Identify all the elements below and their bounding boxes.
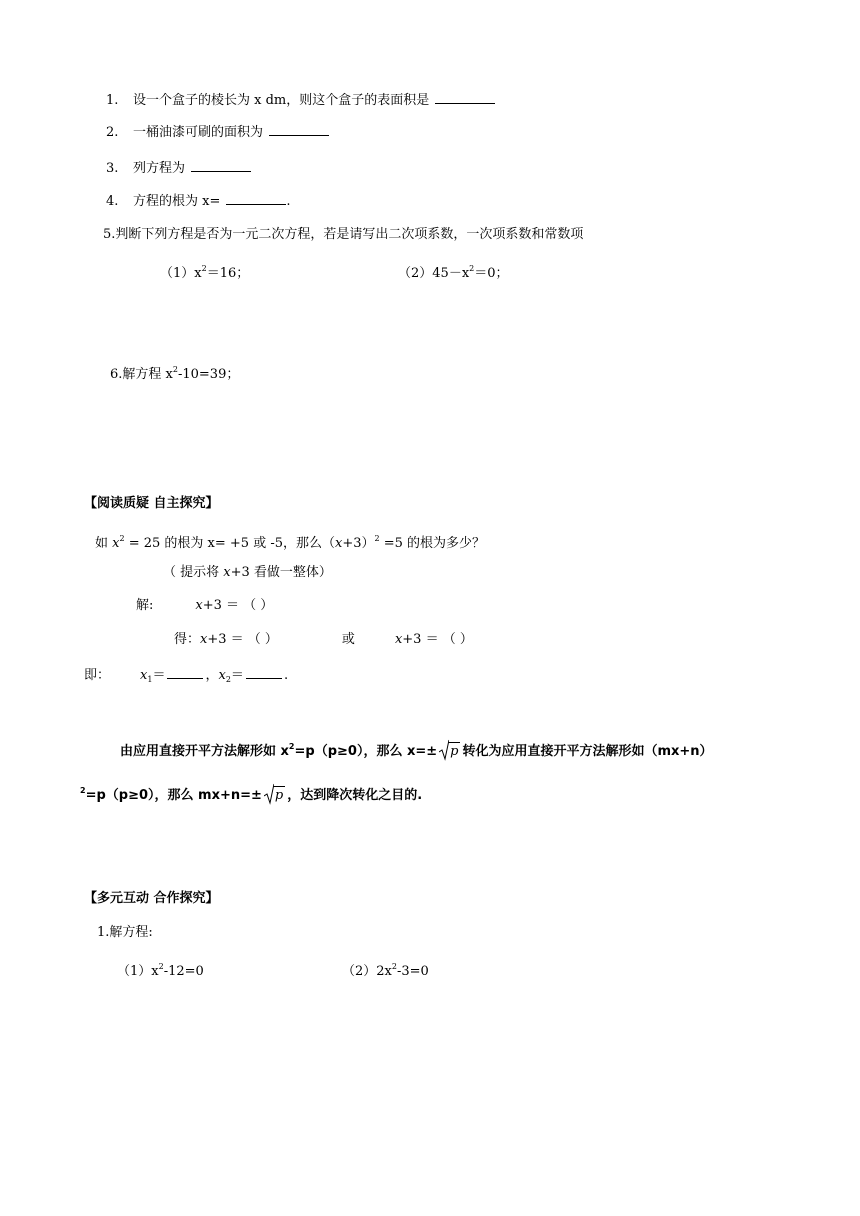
text: +3）: [342, 536, 375, 551]
question-1: [106, 91, 495, 110]
question-number: 3.: [106, 161, 119, 176]
subscript: 1: [147, 675, 153, 684]
separator: ，: [205, 668, 219, 683]
equation-text: （1）x: [117, 964, 159, 979]
question-5-part-1: [160, 260, 249, 283]
text: 转化为应用直接开平方法解形如（mx+n）: [462, 744, 713, 759]
radicand: p: [274, 788, 284, 803]
summary-line-2: [80, 782, 422, 805]
label: 即：: [84, 668, 111, 683]
radicand: p: [450, 744, 459, 759]
question-4: [106, 192, 291, 211]
exponent: 2: [288, 742, 295, 751]
equation-text: +3 ＝ （ ）: [202, 598, 274, 613]
exponent: 2: [391, 962, 397, 971]
variable: x: [223, 565, 231, 580]
question-text: 一桶油漆可刷的面积为: [133, 125, 264, 140]
label: 得：: [174, 632, 201, 647]
equation-text: +3 ＝ （ ）: [402, 632, 473, 647]
text: = 25 的根为 x= +5 或 -5，那么（: [124, 536, 335, 551]
text: 由应用直接开平方法解形如 x: [120, 744, 289, 759]
question-text: 设一个盒子的棱长为 x dm，则这个盒子的表面积是: [133, 93, 430, 108]
question-5-part-2: [398, 260, 509, 283]
summary-line-1: [120, 738, 713, 761]
text: 如: [95, 536, 113, 551]
reading-example: [95, 530, 485, 553]
variable: x: [218, 668, 226, 683]
equation-text: -10=39；: [177, 367, 240, 382]
variable: x: [200, 632, 208, 647]
square-root: [439, 742, 460, 761]
question-text: 方程的根为 x=: [133, 194, 221, 209]
variable: x: [394, 632, 403, 647]
question-5: [103, 226, 583, 244]
equals: ＝: [152, 668, 166, 683]
equation-text: （1）x: [160, 266, 202, 281]
text: =5 的根为多少？: [379, 536, 486, 551]
text: =p（p≥0），那么 mx+n=±: [85, 788, 262, 803]
answer-blank-x2[interactable]: [246, 666, 282, 679]
section-heading-interactive: 【多元互动 合作探究】: [84, 891, 219, 906]
equation-text: ＝16；: [206, 266, 250, 281]
text: +3 看做一整体）: [230, 565, 332, 580]
exponent: 2: [158, 962, 164, 971]
interactive-question-1: 1.解方程:: [97, 925, 153, 940]
equation-text: +3 ＝ （ ）: [207, 632, 278, 647]
exponent: 2: [374, 534, 380, 543]
answer-blank[interactable]: [269, 123, 329, 136]
question-3: [106, 159, 251, 178]
variable: x: [195, 598, 203, 613]
exponent: 2: [172, 365, 178, 374]
question-number: 4.: [106, 194, 119, 209]
question-text: 列方程为: [133, 161, 186, 176]
exponent: 2: [119, 534, 125, 543]
question-6: [110, 361, 239, 384]
equation-text: ＝0；: [474, 266, 509, 281]
question-2: [106, 123, 329, 142]
reading-hint: [163, 564, 332, 582]
subscript: 2: [225, 675, 231, 684]
solution-line-3: [84, 666, 288, 689]
or-text: 或: [341, 632, 355, 647]
answer-blank-x1[interactable]: [167, 666, 203, 679]
equation-text: （2）2x: [342, 964, 392, 979]
answer-blank[interactable]: [191, 159, 251, 172]
exponent: 2: [201, 264, 207, 273]
equation-text: -12=0: [163, 964, 204, 979]
equation-text: -3=0: [396, 964, 429, 979]
period: .: [286, 194, 291, 209]
section-heading-reading: 【阅读质疑 自主探究】: [84, 496, 219, 511]
interactive-equation-1: [117, 958, 204, 981]
answer-blank[interactable]: [435, 91, 495, 104]
question-text: 5.判断下列方程是否为一元二次方程，若是请写出二次项系数，一次项系数和常数项: [103, 227, 584, 242]
period: .: [283, 668, 289, 683]
square-root: [264, 786, 285, 805]
equation-text: 6.解方程 x: [110, 367, 173, 382]
exponent: 2: [80, 786, 86, 795]
equals: ＝: [230, 668, 244, 683]
text: （ 提示将: [163, 565, 224, 580]
solution-line-2: [174, 631, 473, 649]
answer-blank[interactable]: [226, 192, 286, 205]
variable: x: [112, 536, 120, 551]
variable: x: [140, 668, 148, 683]
text: =p（p≥0），那么 x=±: [294, 744, 438, 759]
solution-line-1: [136, 597, 273, 615]
equation-text: （2）45－x: [398, 266, 470, 281]
variable: x: [335, 536, 343, 551]
question-number: 1.: [106, 93, 119, 108]
interactive-equation-2: [342, 958, 429, 981]
exponent: 2: [469, 264, 475, 273]
label: 解:: [136, 598, 154, 613]
text: ，达到降次转化之目的.: [287, 788, 423, 803]
question-number: 2.: [106, 125, 119, 140]
